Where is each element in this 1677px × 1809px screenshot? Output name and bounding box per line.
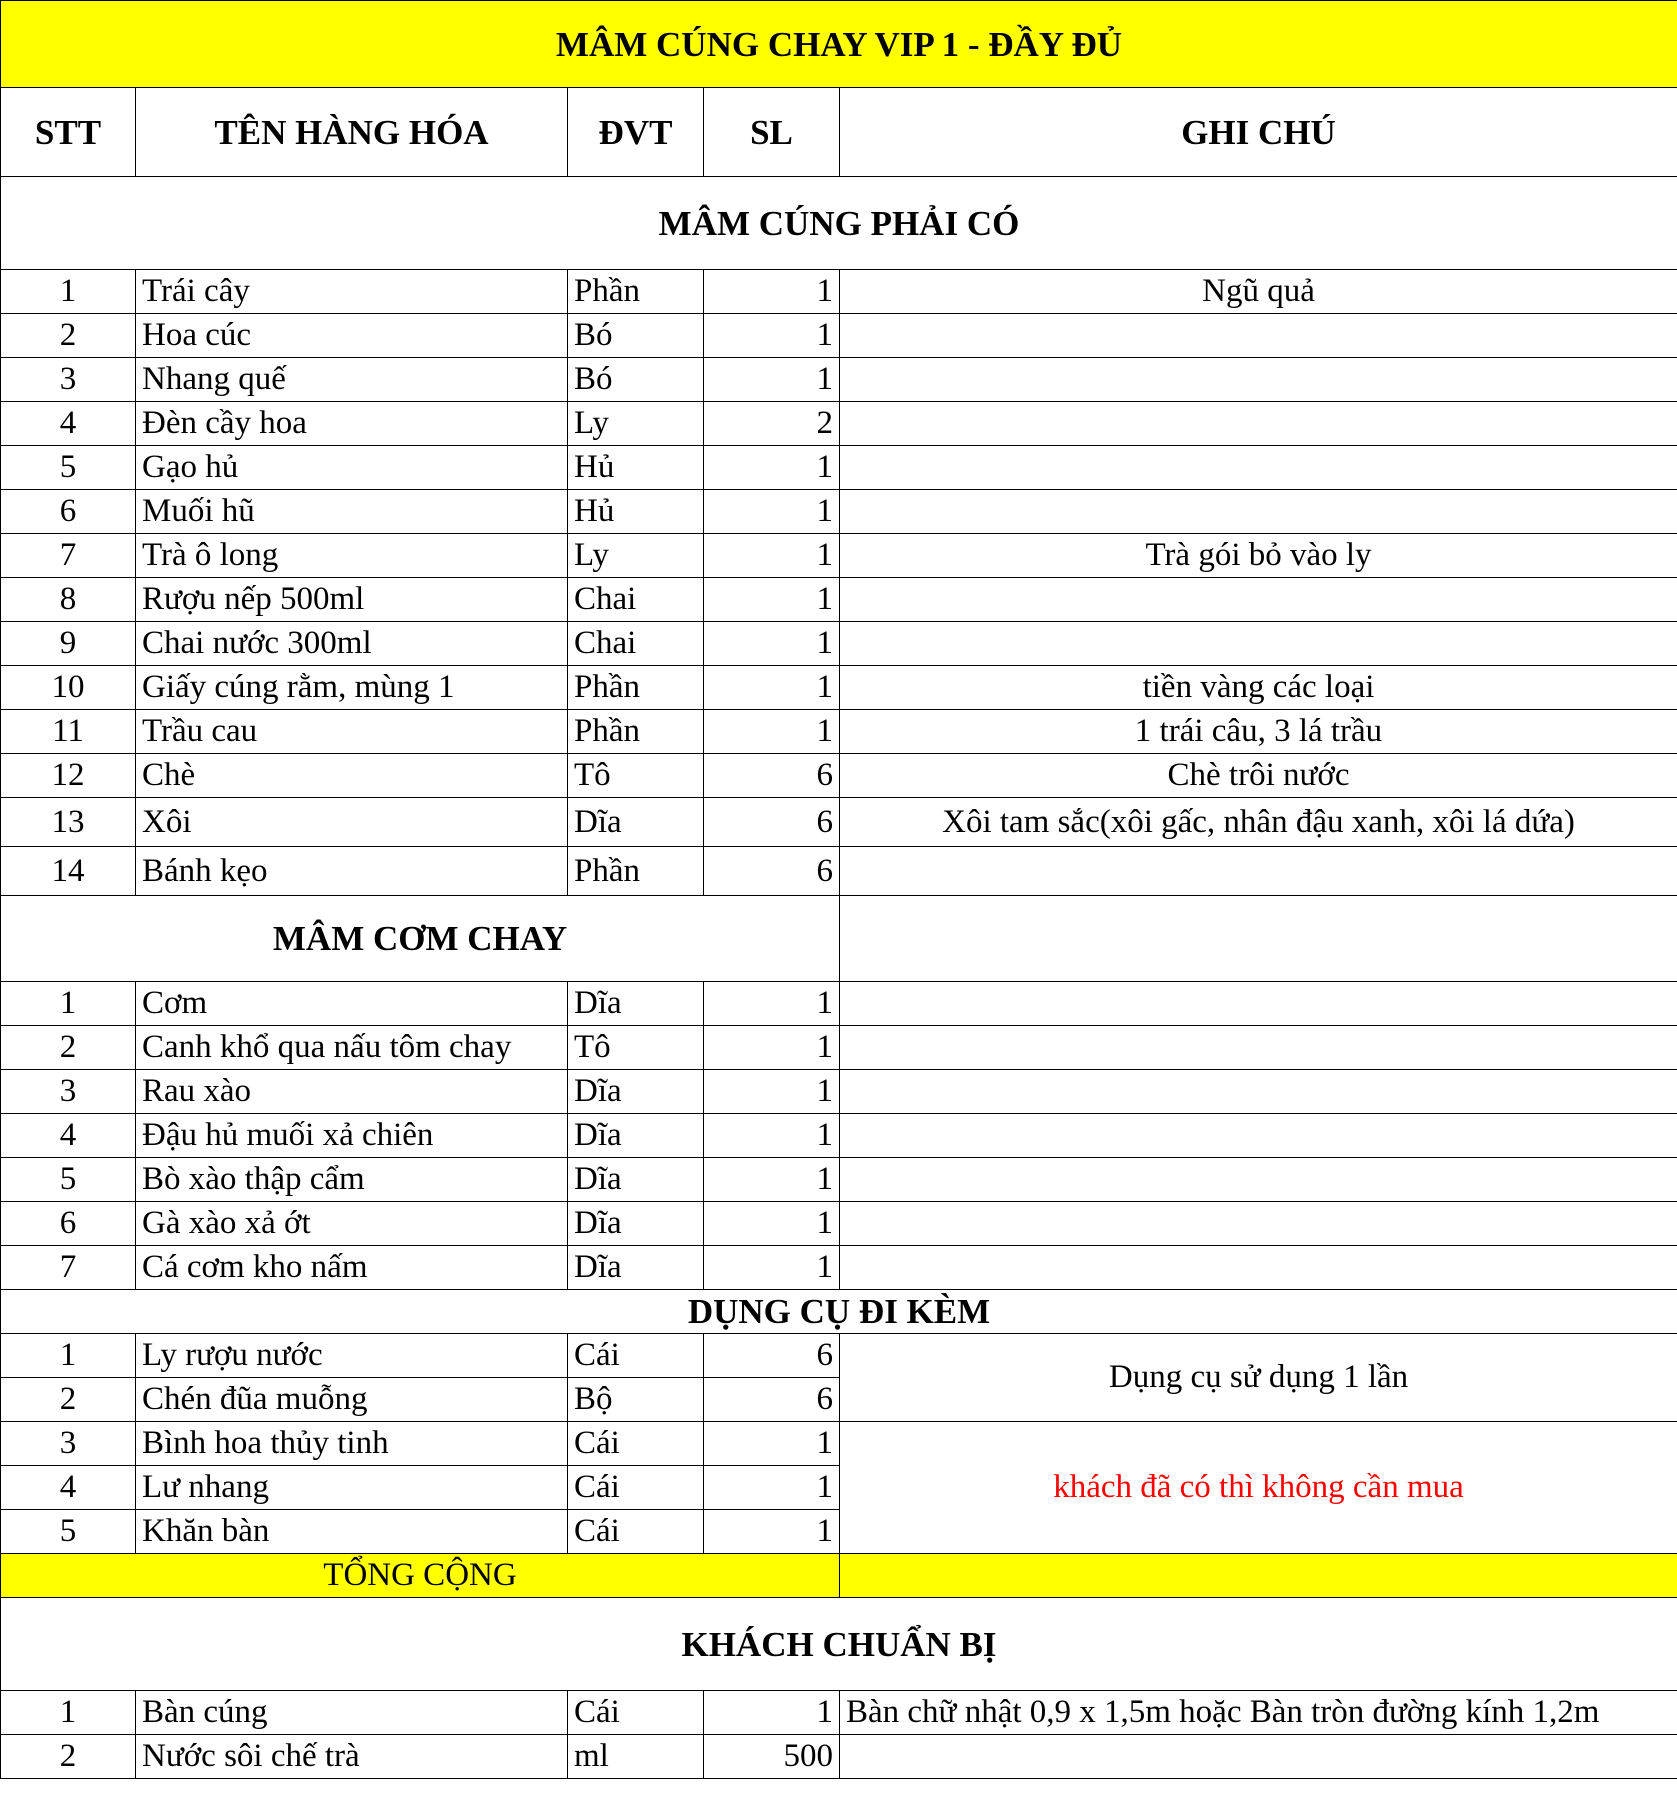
cell-note[interactable] — [840, 314, 1677, 358]
cell-dvt[interactable]: Bó — [568, 314, 704, 358]
cell-name[interactable]: Bò xào thập cẩm — [136, 1158, 568, 1202]
cell-note[interactable] — [840, 402, 1677, 446]
cell-dvt[interactable]: Cái — [568, 1334, 704, 1378]
cell-name[interactable]: Hoa cúc — [136, 314, 568, 358]
table-row — [1, 270, 1677, 314]
cell-sl[interactable]: 1 — [704, 1070, 840, 1114]
cell-stt[interactable]: 1 — [1, 1334, 136, 1378]
col-header-stt[interactable]: STT — [1, 88, 136, 177]
cell-stt[interactable]: 4 — [1, 402, 136, 446]
cell-sl[interactable]: 1 — [704, 1466, 840, 1510]
cell-dvt[interactable]: Dĩa — [568, 1158, 704, 1202]
cell-sl[interactable]: 1 — [704, 1202, 840, 1246]
col-header-note[interactable]: GHI CHÚ — [840, 88, 1677, 177]
cell-stt[interactable]: 1 — [1, 1691, 136, 1735]
cell-dvt[interactable]: Phần — [568, 847, 704, 896]
cell-stt[interactable]: 10 — [1, 666, 136, 710]
cell-stt[interactable]: 3 — [1, 358, 136, 402]
section-heading-mam-com[interactable]: MÂM CƠM CHAY — [1, 896, 840, 982]
table-row — [1, 1158, 1677, 1202]
note-single-use[interactable]: Dụng cụ sử dụng 1 lần — [840, 1334, 1677, 1422]
cell-note[interactable] — [840, 578, 1677, 622]
sheet-title[interactable]: MÂM CÚNG CHAY VIP 1 - ĐẦY ĐỦ — [1, 1, 1677, 88]
cell-sl[interactable]: 1 — [704, 1026, 840, 1070]
cell-name[interactable]: Cá cơm kho nấm — [136, 1246, 568, 1290]
table-row — [1, 666, 1677, 710]
total-value[interactable] — [840, 1554, 1677, 1598]
cell-dvt[interactable]: Dĩa — [568, 798, 704, 847]
cell-dvt[interactable]: Hủ — [568, 446, 704, 490]
cell-name[interactable]: Giấy cúng rằm, mùng 1 — [136, 666, 568, 710]
cell-sl[interactable]: 1 — [704, 314, 840, 358]
cell-dvt[interactable]: Chai — [568, 578, 704, 622]
cell-name[interactable]: Đậu hủ muối xả chiên — [136, 1114, 568, 1158]
cell-stt[interactable]: 14 — [1, 847, 136, 896]
cell-dvt[interactable]: Cái — [568, 1510, 704, 1554]
cell-name[interactable]: Trầu cau — [136, 710, 568, 754]
cell-note[interactable] — [840, 1070, 1677, 1114]
cell-sl[interactable]: 1 — [704, 1246, 840, 1290]
table-row — [1, 1026, 1677, 1070]
cell-dvt[interactable]: Ly — [568, 534, 704, 578]
cell-dvt[interactable]: Phần — [568, 270, 704, 314]
cell-note[interactable] — [840, 847, 1677, 896]
cell-stt[interactable]: 4 — [1, 1114, 136, 1158]
cell-name[interactable]: Trái cây — [136, 270, 568, 314]
cell-sl[interactable]: 1 — [704, 666, 840, 710]
table-row — [1, 1334, 1677, 1378]
cell-note[interactable]: Chè trôi nước — [840, 754, 1677, 798]
cell-note[interactable] — [840, 982, 1677, 1026]
cell-name[interactable]: Xôi — [136, 798, 568, 847]
table-row — [1, 1422, 1677, 1466]
cell-name[interactable]: Rau xào — [136, 1070, 568, 1114]
cell-stt[interactable]: 12 — [1, 754, 136, 798]
cell-sl[interactable]: 1 — [704, 490, 840, 534]
cell-sl[interactable]: 1 — [704, 622, 840, 666]
col-header-dvt[interactable]: ĐVT — [568, 88, 704, 177]
section-heading-khach[interactable]: KHÁCH CHUẨN BỊ — [1, 1598, 1677, 1691]
cell-dvt[interactable]: Dĩa — [568, 1246, 704, 1290]
cell-name[interactable]: Chai nước 300ml — [136, 622, 568, 666]
cell-stt[interactable]: 6 — [1, 1202, 136, 1246]
table-row — [1, 1246, 1677, 1290]
cell-stt[interactable]: 3 — [1, 1422, 136, 1466]
cell-note[interactable] — [840, 1114, 1677, 1158]
cell-note[interactable] — [840, 490, 1677, 534]
cell-sl[interactable]: 1 — [704, 446, 840, 490]
cell-dvt[interactable]: Tô — [568, 754, 704, 798]
cell-name[interactable]: Muối hũ — [136, 490, 568, 534]
cell-stt[interactable]: 2 — [1, 1026, 136, 1070]
cell-stt[interactable]: 3 — [1, 1070, 136, 1114]
cell-dvt[interactable]: ml — [568, 1735, 704, 1779]
cell-stt[interactable]: 11 — [1, 710, 136, 754]
table-row — [1, 534, 1677, 578]
cell-note[interactable] — [840, 622, 1677, 666]
table-row — [1, 578, 1677, 622]
cell-note[interactable]: Xôi tam sắc(xôi gấc, nhân đậu xanh, xôi lá dứa) — [840, 798, 1677, 847]
cell-dvt[interactable]: Ly — [568, 402, 704, 446]
cell-stt[interactable]: 5 — [1, 1510, 136, 1554]
cell-name[interactable]: Gà xào xả ớt — [136, 1202, 568, 1246]
cell-note[interactable] — [840, 446, 1677, 490]
cell-stt[interactable]: 2 — [1, 1735, 136, 1779]
cell-name[interactable]: Canh khổ qua nấu tôm chay — [136, 1026, 568, 1070]
cell-note[interactable] — [840, 1158, 1677, 1202]
cell-dvt[interactable]: Phần — [568, 666, 704, 710]
cell-stt[interactable]: 2 — [1, 1378, 136, 1422]
total-label[interactable]: TỔNG CỘNG — [1, 1554, 840, 1598]
cell-name[interactable]: Gạo hủ — [136, 446, 568, 490]
cell-sl[interactable]: 1 — [704, 1510, 840, 1554]
cell-name[interactable]: Khăn bàn — [136, 1510, 568, 1554]
cell-dvt[interactable]: Dĩa — [568, 982, 704, 1026]
cell-name[interactable]: Bình hoa thủy tinh — [136, 1422, 568, 1466]
total-row — [1, 1554, 1677, 1598]
cell-stt[interactable]: 13 — [1, 798, 136, 847]
cell-name[interactable]: Lư nhang — [136, 1466, 568, 1510]
cell-sl[interactable]: 6 — [704, 1378, 840, 1422]
cell-sl[interactable]: 1 — [704, 534, 840, 578]
table-row — [1, 490, 1677, 534]
table-row — [1, 622, 1677, 666]
cell-stt[interactable]: 1 — [1, 982, 136, 1026]
cell-stt[interactable]: 7 — [1, 534, 136, 578]
cell-name[interactable]: Trà ô long — [136, 534, 568, 578]
cell-sl[interactable]: 6 — [704, 847, 840, 896]
table-row — [1, 358, 1677, 402]
cell-stt[interactable]: 9 — [1, 622, 136, 666]
cell-name[interactable]: Bàn cúng — [136, 1691, 568, 1735]
cell-stt[interactable]: 5 — [1, 1158, 136, 1202]
cell-name[interactable]: Cơm — [136, 982, 568, 1026]
cell-sl[interactable]: 2 — [704, 402, 840, 446]
cell-name[interactable]: Ly rượu nước — [136, 1334, 568, 1378]
cell-note[interactable]: tiền vàng các loại — [840, 666, 1677, 710]
cell-sl[interactable]: 6 — [704, 1334, 840, 1378]
note-no-need-warning[interactable]: khách đã có thì không cần mua — [840, 1422, 1677, 1554]
cell-sl[interactable]: 1 — [704, 710, 840, 754]
cell-stt[interactable]: 7 — [1, 1246, 136, 1290]
cell-name[interactable]: Nhang quế — [136, 358, 568, 402]
cell-dvt[interactable]: Bó — [568, 358, 704, 402]
cell-name[interactable]: Chè — [136, 754, 568, 798]
cell-dvt[interactable]: Phần — [568, 710, 704, 754]
section-heading-mam-cung[interactable]: MÂM CÚNG PHẢI CÓ — [1, 177, 1677, 270]
table-row — [1, 1202, 1677, 1246]
cell-dvt[interactable]: Bộ — [568, 1378, 704, 1422]
cell-sl[interactable]: 1 — [704, 982, 840, 1026]
cell-sl[interactable]: 6 — [704, 754, 840, 798]
cell-name[interactable]: Bánh kẹo — [136, 847, 568, 896]
cell-dvt[interactable]: Dĩa — [568, 1202, 704, 1246]
table-row — [1, 314, 1677, 358]
cell-name[interactable]: Đèn cầy hoa — [136, 402, 568, 446]
cell-sl[interactable]: 1 — [704, 1691, 840, 1735]
cell-sl[interactable]: 1 — [704, 270, 840, 314]
cell-name[interactable]: Rượu nếp 500ml — [136, 578, 568, 622]
cell-name[interactable]: Nước sôi chế trà — [136, 1735, 568, 1779]
cell-note[interactable]: Ngũ quả — [840, 270, 1677, 314]
section-heading-dung-cu[interactable]: DỤNG CỤ ĐI KÈM — [1, 1290, 1677, 1334]
table-row — [1, 754, 1677, 798]
cell-sl[interactable]: 1 — [704, 1422, 840, 1466]
cell-note[interactable] — [840, 358, 1677, 402]
cell-note[interactable] — [840, 1246, 1677, 1290]
table-row — [1, 710, 1677, 754]
col-header-name[interactable]: TÊN HÀNG HÓA — [136, 88, 568, 177]
cell-stt[interactable]: 2 — [1, 314, 136, 358]
cell-dvt[interactable]: Chai — [568, 622, 704, 666]
cell-note[interactable]: 1 trái câu, 3 lá trầu — [840, 710, 1677, 754]
table-row — [1, 402, 1677, 446]
cell-stt[interactable]: 6 — [1, 490, 136, 534]
cell-sl[interactable]: 500 — [704, 1735, 840, 1779]
table-row — [1, 1691, 1677, 1735]
cell-dvt[interactable]: Tô — [568, 1026, 704, 1070]
cell-note[interactable] — [840, 1026, 1677, 1070]
cell-note[interactable]: Trà gói bỏ vào ly — [840, 534, 1677, 578]
table-row — [1, 847, 1677, 896]
table-row — [1, 1735, 1677, 1779]
cell-dvt[interactable]: Cái — [568, 1422, 704, 1466]
cell-stt[interactable]: 1 — [1, 270, 136, 314]
cell-stt[interactable]: 5 — [1, 446, 136, 490]
cell-note[interactable] — [840, 1735, 1677, 1779]
table-row — [1, 446, 1677, 490]
cell-dvt[interactable]: Dĩa — [568, 1070, 704, 1114]
cell-sl[interactable]: 1 — [704, 1158, 840, 1202]
table-row — [1, 1070, 1677, 1114]
cell-dvt[interactable]: Hủ — [568, 490, 704, 534]
col-header-sl[interactable]: SL — [704, 88, 840, 177]
cell-sl[interactable]: 1 — [704, 358, 840, 402]
header-row — [1, 88, 1677, 177]
cell-stt[interactable]: 4 — [1, 1466, 136, 1510]
cell-note[interactable] — [840, 896, 1677, 982]
cell-stt[interactable]: 8 — [1, 578, 136, 622]
cell-dvt[interactable]: Cái — [568, 1691, 704, 1735]
table-row — [1, 1114, 1677, 1158]
table-row — [1, 798, 1677, 847]
cell-dvt[interactable]: Cái — [568, 1466, 704, 1510]
table-row — [1, 982, 1677, 1026]
cell-sl[interactable]: 1 — [704, 578, 840, 622]
cell-note[interactable] — [840, 1202, 1677, 1246]
cell-name[interactable]: Chén đũa muỗng — [136, 1378, 568, 1422]
cell-sl[interactable]: 1 — [704, 1114, 840, 1158]
cell-sl[interactable]: 6 — [704, 798, 840, 847]
cell-note[interactable]: Bàn chữ nhật 0,9 x 1,5m hoặc Bàn tròn đường kính 1,2m — [840, 1691, 1677, 1735]
cell-dvt[interactable]: Dĩa — [568, 1114, 704, 1158]
